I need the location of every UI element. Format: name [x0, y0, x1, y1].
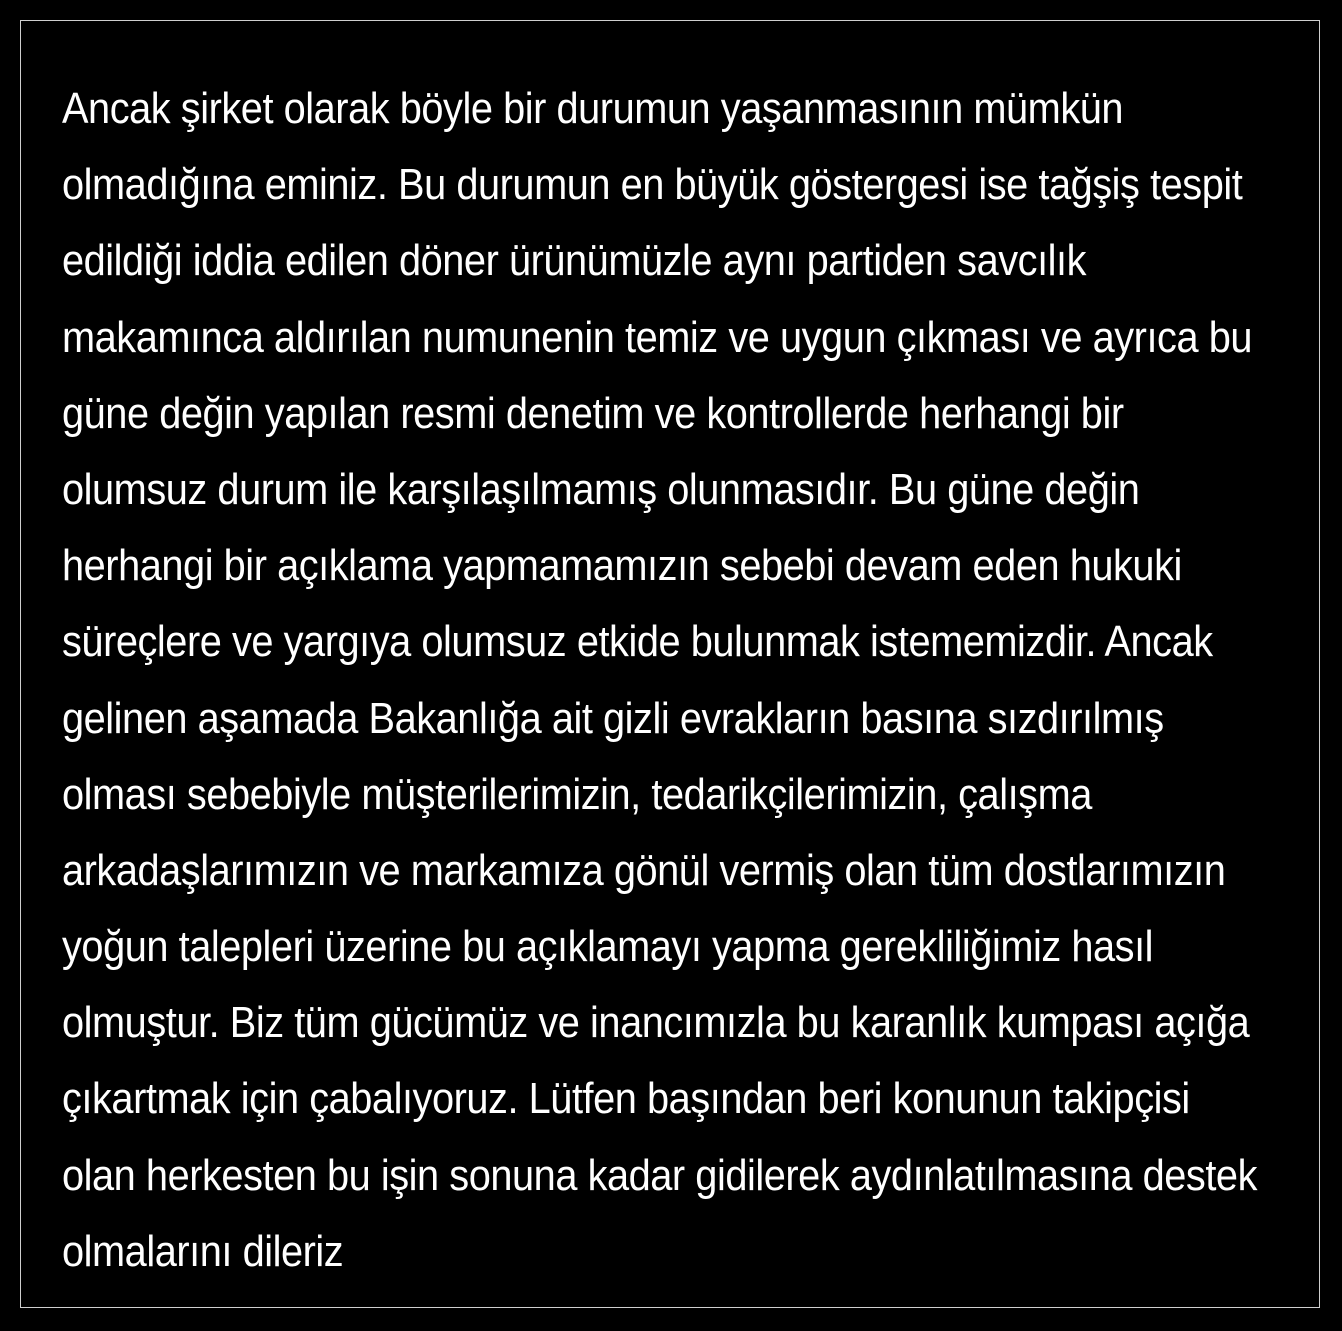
statement-text: [62, 71, 1302, 1290]
statement-line-1: Ancak şirket olarak böyle bir durumun yaşanmasının mümkün: [62, 84, 1124, 133]
statement-line-10: olması sebebiyle müşterilerimizin, tedarikçilerimizin, çalışma: [62, 769, 1092, 819]
statement-line-2: olmadığına eminiz. Bu durumun en büyük göstergesi ise tağşiş tespit: [62, 160, 1243, 210]
statement-line-9: gelinen aşamada Bakanlığa ait gizli evrakların basına sızdırılmış: [62, 693, 1164, 743]
statement-line-15: olan herkesten bu işin sonuna kadar gidilerek aydınlatılmasına destek: [62, 1150, 1257, 1200]
statement-line-13: olmuştur. Biz tüm gücümüz ve inancımızla bu karanlık kumpası açığa: [62, 998, 1250, 1048]
statement-line-11: arkadaşlarımızın ve markamıza gönül vermiş olan tüm dostlarımızın: [62, 845, 1226, 895]
statement-line-5: güne değin yapılan resmi denetim ve kontrollerde herhangi bir: [62, 388, 1124, 438]
statement-line-14: çıkartmak için çabalıyoruz. Lütfen başından beri konunun takipçisi: [62, 1074, 1190, 1124]
statement-line-12: yoğun talepleri üzerine bu açıklamayı yapma gerekliliğimiz hasıl: [62, 922, 1154, 972]
statement-line-8: süreçlere ve yargıya olumsuz etkide bulunmak istememizdir. Ancak: [62, 617, 1213, 667]
statement-line-6: olumsuz durum ile karşılaşılmamış olunmasıdır. Bu güne değin: [62, 464, 1140, 514]
statement-line-4: makamınca aldırılan numunenin temiz ve uygun çıkması ve ayrıca bu: [62, 312, 1253, 362]
statement-line-16: olmalarını dileriz: [62, 1226, 344, 1276]
statement-line-7: herhangi bir açıklama yapmamamızın sebebi devam eden hukuki: [62, 541, 1182, 591]
statement-line-3: edildiği iddia edilen döner ürünümüzle aynı partiden savcılık: [62, 236, 1087, 286]
